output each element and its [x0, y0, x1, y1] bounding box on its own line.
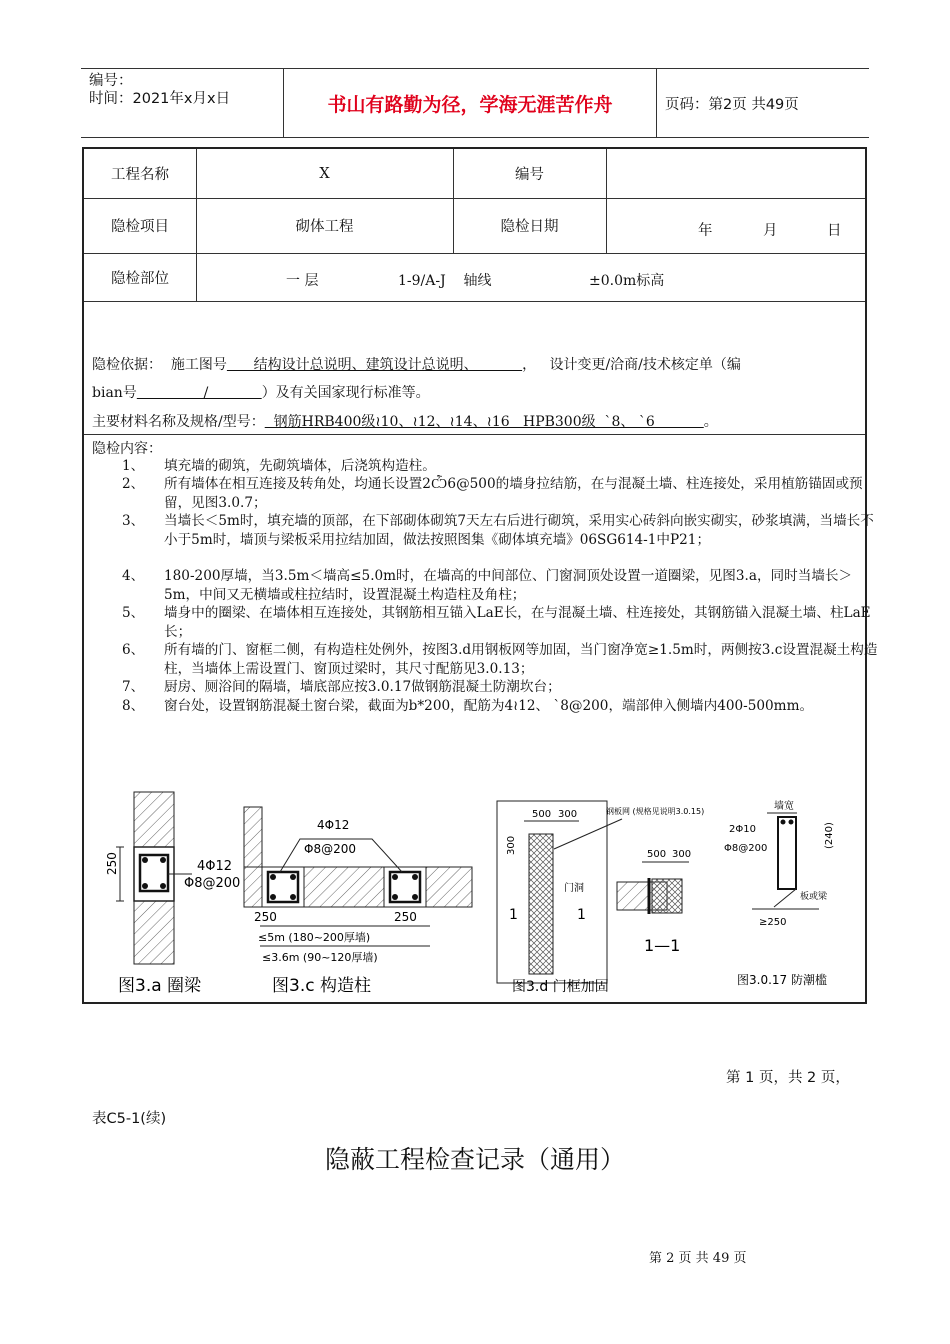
- fig-c-dim2: ≤3.6m (90~120厚墙): [262, 951, 378, 964]
- page-info: 页码：第2页 共49页: [665, 96, 799, 113]
- number-label: 编号：: [89, 73, 133, 89]
- fig-d-500: 500: [532, 809, 552, 820]
- fig-d-caption: 图3.d 门框加固: [512, 979, 609, 995]
- fig-17-slab: 板或梁: [800, 892, 828, 902]
- fig-d-sec1: 1: [509, 907, 518, 923]
- fig-a-250: 250: [105, 852, 119, 875]
- materials-line: [92, 411, 718, 431]
- date-day: 日: [827, 223, 842, 239]
- inspection-item-value: 砌体工程: [295, 219, 354, 235]
- fig-d-300: 300: [558, 809, 578, 820]
- doc-title: 隐蔽工程检查记录（通用）: [324, 1145, 625, 1174]
- figure-3c: [244, 807, 472, 996]
- project-name-value: X: [319, 165, 330, 182]
- basis-mid: ， 设计变更/洽商/技术核定单（编: [522, 357, 741, 373]
- fig-d-section-label: 1—1: [644, 936, 681, 955]
- fig-d-300b: 300: [672, 849, 692, 860]
- motto: 书山有路勤为径，学海无涯苦作舟: [283, 69, 657, 137]
- location-floor: 一 层: [286, 273, 319, 289]
- fig-17-wall-width: 墙宽: [774, 801, 794, 812]
- inspection-date-label: 隐检日期: [500, 219, 559, 235]
- fig-c-250a: 250: [254, 910, 277, 924]
- location-axis: 1-9/A-J 轴线: [398, 273, 492, 289]
- basis-line-1: [92, 354, 741, 374]
- time-label: 时间：2021年x月x日: [89, 91, 231, 107]
- inspection-form: 工程名称 X 编号 隐检项目 砌体工程 隐检日期 年 月 日 隐检部位 一 层 1-9/A-J 轴线 ±0.0m标高 隐检依据： 施工图号 结构设计总说明、建筑设计总说明、 ， 设计变更/洽商/技术核定单（编 bian号 / ）及有关国家现行标准等。 主要材料名称及规格/型号： 钢筋HRB400级≀10、≀12、≀14、≀16 HPB300级 `8、 `6 。 隐检内容： 1、 填充墙的砌筑，先砌筑墙体，后浇筑构造柱。 2、 所有墙体在相互连接及转角处，均通长设置2Ѽ6@500的墙身拉结筋，在与混凝土墙、柱连接处，采用植筋锚固或预留，见图3.0.7； 3、 当墙长＜5m时，填充墙的顶部，在下部砌体砌筑7天左右后进行砌筑，采用实心砖斜向嵌实砌实，砂浆填满，当墙长不小于5m时，墙顶与梁板采用拉结加固，做法按照图集《砌体填充墙》06SG614-1中P21； 4、 180-200厚墙，当3.5m＜墙高≤5.0m时，在墙高的中间部位、门窗洞顶处设置一道圈梁，见图3.a，同时当墙长＞5m，中间又无横墙或柱拉结时，设置混凝土构造柱及角柱； 5、 墙身中的圈梁、在墙体相互连接处，其钢筋相互锚入LaE长，在与混凝土墙、柱连接处，其钢筋锚入混凝土墙、柱LaE长； 6、 所有墙的门、窗框二侧，有构造柱处例外，按图3.d用钢板网等加固，当门窗净宽≥1.5m时，两侧按3.c设置混凝土构造柱，当墙体上需设置门、窗顶过梁时，其尺寸配筋见3.0.13； 7、 厨房、厕浴间的隔墙，墙底部应按3.0.17做钢筋混凝土防潮坎台； 8、 窗台处，设置钢筋混凝土窗台梁，截面为b*200，配筋为4≀12、 `8@200，端部伸入侧墙内400-500mm。 250 4Φ12 Φ8@200 图3.a 圈梁 4Φ12 Φ8@200 250 250 ≤5m (180~200厚墙) ≤3.6m (90~120厚墙) 图3.c 构造柱 500 300 300 钢板网 (规格见说明3.0.15) 门洞 1 1 500 300 1—1 图3.d 门框加固 墙宽 2Φ10 Φ8@200 (240) 板或梁 ≥250 图3.0.17 防潮槛: [82, 147, 867, 1004]
- basis-standards: ）及有关国家现行标准等。: [261, 385, 430, 401]
- number-value: [606, 149, 865, 198]
- fig-d-300v: 300: [506, 835, 517, 855]
- fig-a-rebar: 4Φ12: [197, 859, 233, 874]
- inspection-item-label: 隐检项目: [111, 219, 169, 235]
- materials-value: 钢筋HRB400级≀10、≀12、≀14、≀16 HPB300级 `8、 `6: [264, 414, 704, 430]
- fig-17-caption: 图3.0.17 防潮槛: [737, 973, 827, 987]
- figure-3a: [105, 792, 240, 996]
- location-elevation: ±0.0m标高: [589, 273, 665, 289]
- content-title: 隐检内容：: [92, 441, 162, 457]
- fig-d-sec2: 1: [577, 907, 586, 923]
- fig-d-door: 门洞: [564, 883, 584, 894]
- figure-3d: [497, 801, 704, 995]
- fig-c-dim1: ≤5m (180~200厚墙): [258, 931, 371, 944]
- header-meta: [81, 69, 283, 137]
- figure-3017: [724, 799, 835, 987]
- detail-drawings: [84, 769, 865, 1004]
- basis-line-2: [92, 382, 430, 402]
- fig-c-caption: 图3.c 构造柱: [272, 976, 371, 996]
- page-bottom: 第 2 页 共 49 页: [649, 1251, 747, 1266]
- page-header: [81, 68, 869, 138]
- fig-a-caption: 图3.a 圈梁: [118, 976, 202, 996]
- basis-prefix: 隐检依据： 施工图号: [92, 357, 227, 373]
- table-label: 表C5-1(续): [92, 1111, 167, 1127]
- materials-prefix: 主要材料名称及规格/型号：: [92, 414, 265, 430]
- fig-17-rebar: 2Φ10: [729, 824, 756, 835]
- date-month: 月: [763, 223, 778, 239]
- fig-17-dim250: ≥250: [759, 917, 787, 928]
- fig-d-500b: 500: [647, 849, 667, 860]
- fig-c-stirrup: Φ8@200: [304, 842, 356, 856]
- basis-bian: bian号: [92, 385, 137, 401]
- basis-drawings: 结构设计总说明、建筑设计总说明、: [226, 357, 523, 373]
- fig-17-stirrup: Φ8@200: [724, 843, 768, 854]
- materials-end: 。: [703, 414, 718, 430]
- fig-a-stirrup: Φ8@200: [184, 876, 241, 891]
- date-year: 年: [698, 223, 713, 239]
- fig-17-dim240: (240): [824, 822, 835, 849]
- basis-bian-number: /: [136, 385, 262, 401]
- fig-c-rebar: 4Φ12: [317, 818, 350, 832]
- number-label-cell: 编号: [515, 167, 544, 183]
- fig-c-250b: 250: [394, 910, 417, 924]
- project-name-label: 工程名称: [111, 167, 169, 183]
- location-label: 隐检部位: [111, 270, 169, 287]
- fig-d-mesh-note: 钢板网 (规格见说明3.0.15): [606, 807, 705, 816]
- page-of: 第 1 页，共 2 页，: [726, 1070, 850, 1086]
